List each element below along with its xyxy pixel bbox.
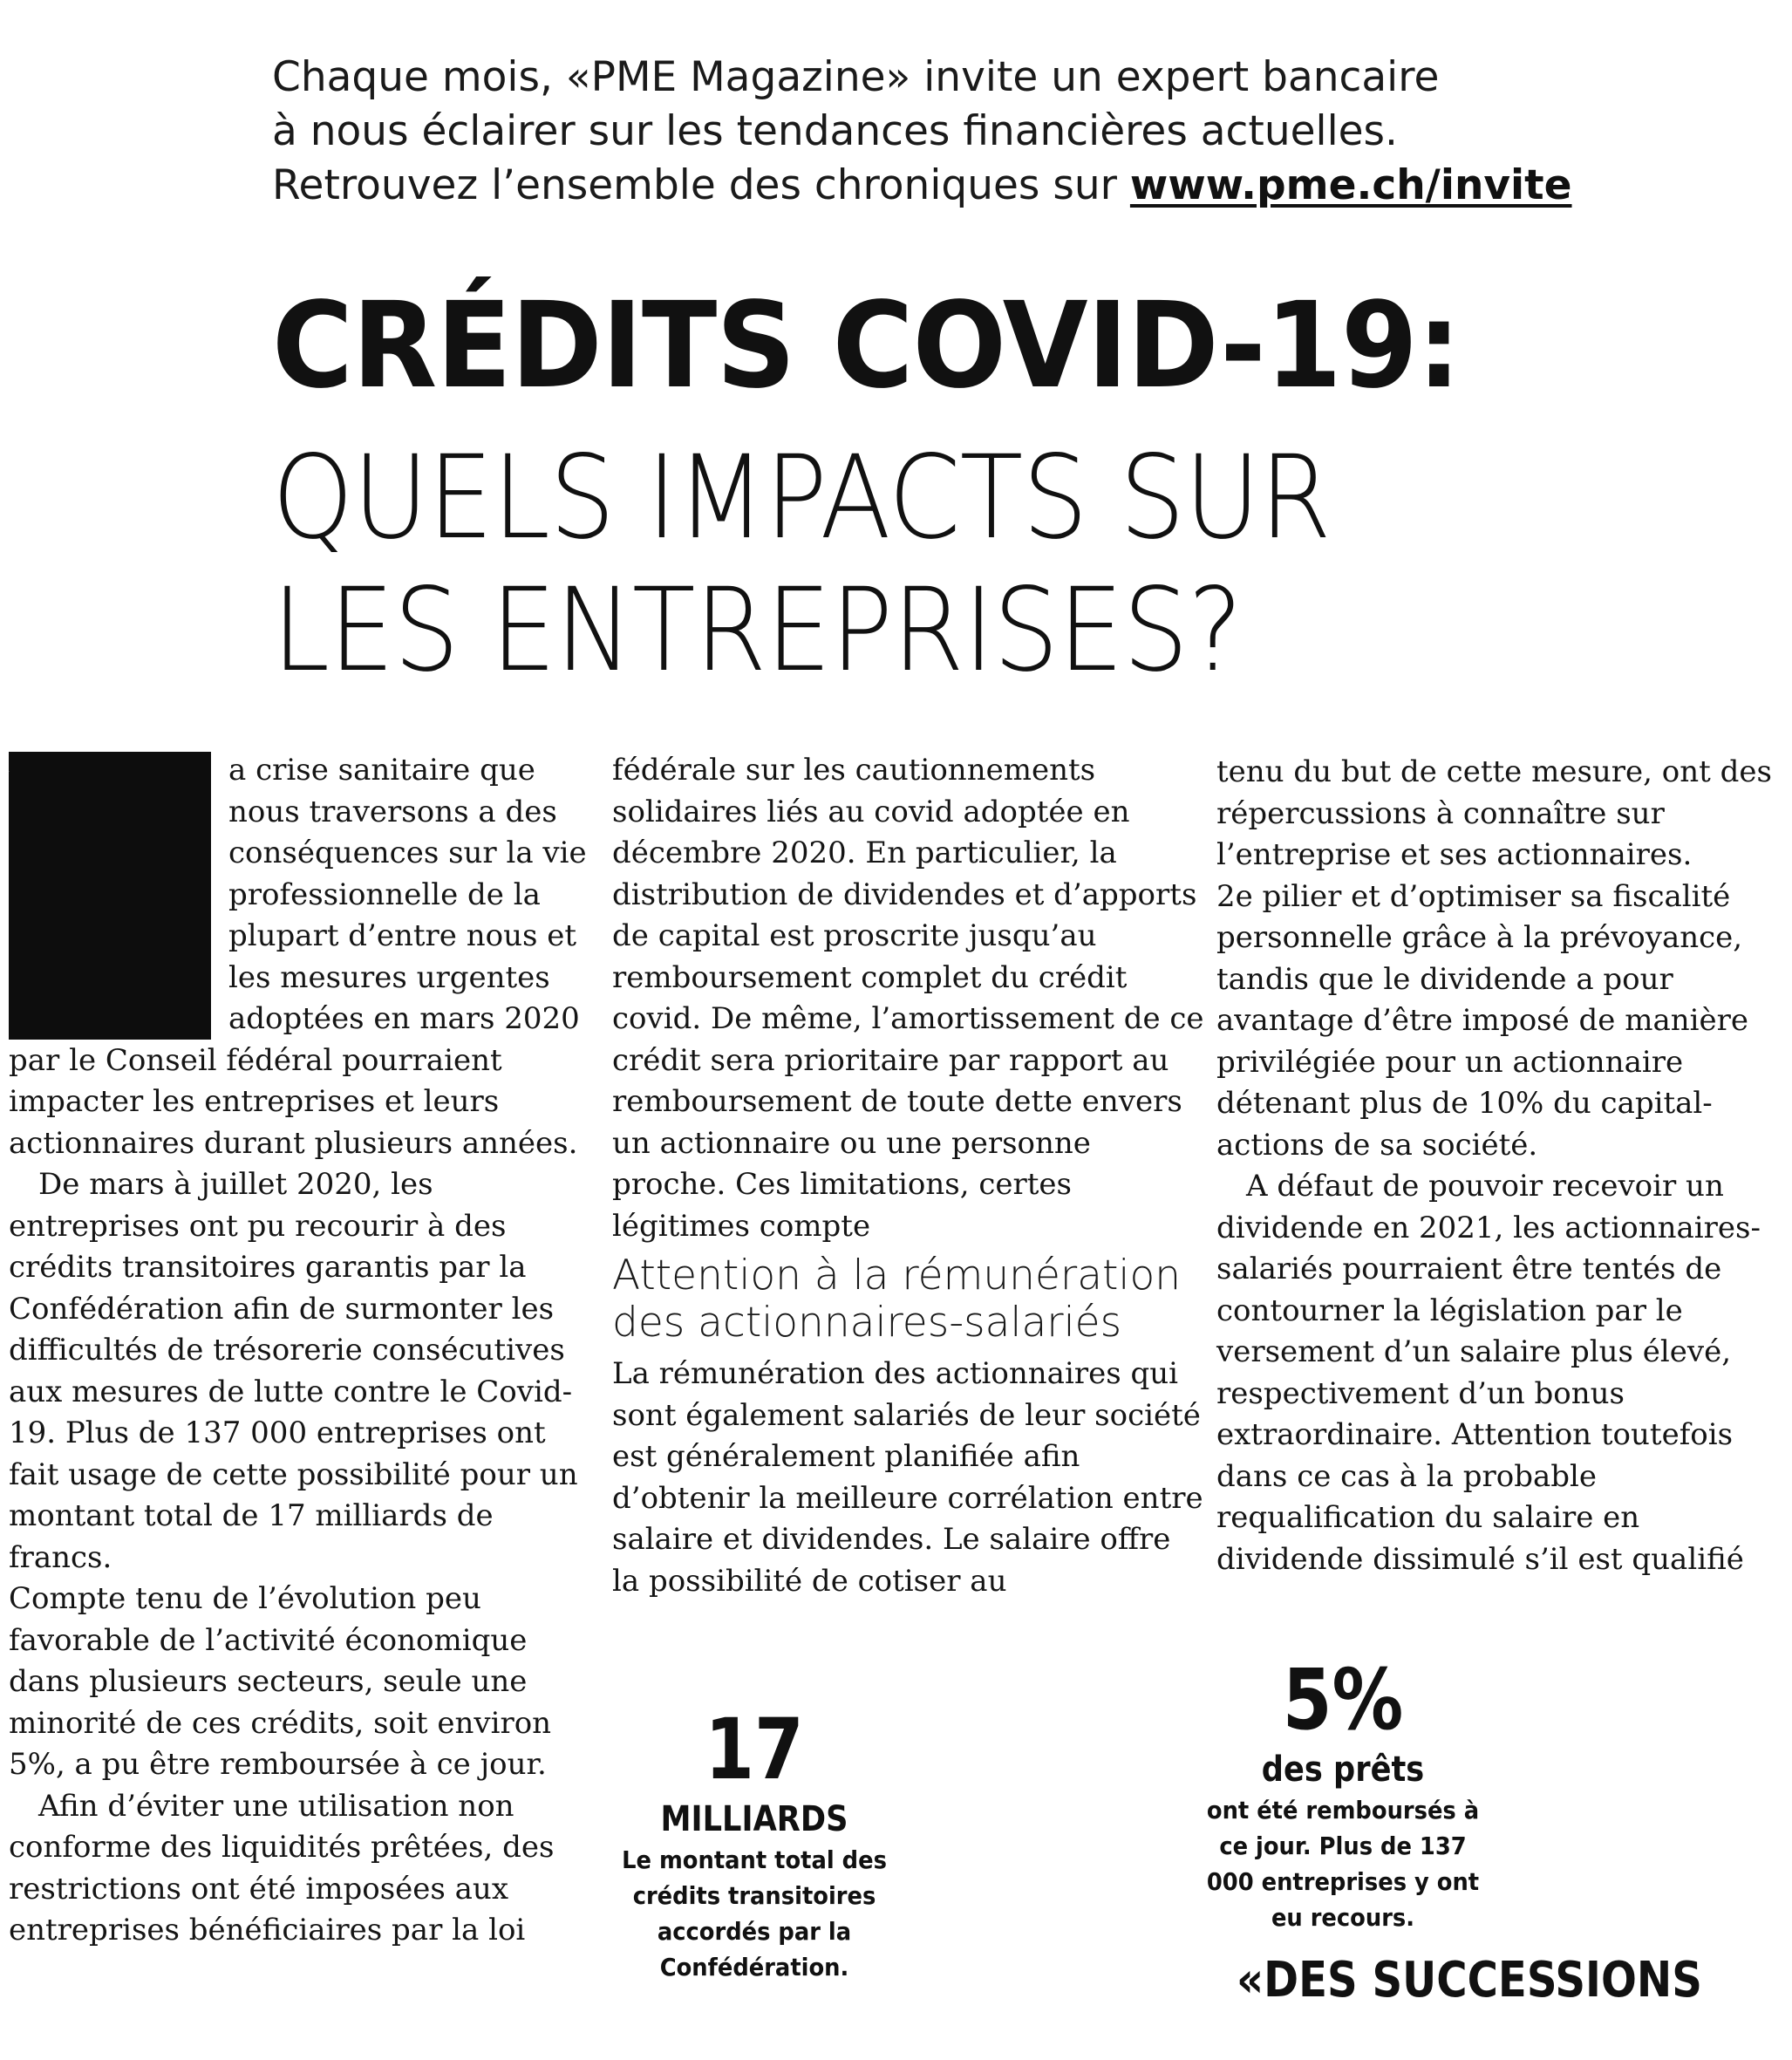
paragraph-remuneration: La rémunération des actionnaires qui sont également salariés de leur société est généralement planifiée afin d’obtenir la meilleure corrélation entre salaire et dividendes. Le salaire offre la possibilité de cotiser au (612, 1356, 1203, 1599)
drop-cap: L (9, 752, 211, 1040)
stat-value: 5% (1282, 1651, 1404, 1749)
intro-line-2: à nous éclairer sur les tendances financières actuelles. (272, 107, 1398, 155)
stat-value: 17 (705, 1701, 804, 1798)
paragraph-credits: De mars à juillet 2020, les entreprises ont pu recourir à des crédits transitoires garantis par la Confédération afin de surmonter les difficultés de trésorerie consécutives aux mesures de lutte contre le Covid-19. Plus de 137 000 entreprises ont fait usage de cette possibilité pour un montant total de 17 milliards de francs. (9, 1167, 578, 1575)
article-column-3 (1216, 752, 1788, 1580)
headline-line-2: QUELS IMPACTS SUR (272, 431, 1331, 565)
paragraph-repercussions: tenu du but de cette mesure, ont des répercussions à connaître sur l’entreprise et ses actionnaires. (1216, 754, 1772, 872)
paragraph-intro: a crise sanitaire que nous traversons a des conséquences sur la vie professionnelle de la plupart d’entre nous et les mesures urgentes adoptées en mars 2020 par le Conseil fédéral pourraient impacter les entreprises et leurs actionnaires durant plusieurs années. (9, 753, 587, 1161)
intro-line-1: Chaque mois, «PME Magazine» invite un expert bancaire (272, 53, 1440, 101)
stat-caption: ont été remboursés à ce jour. Plus de 137 000 entreprises y ont eu recours. (1206, 1796, 1480, 1932)
article-column-1 (9, 750, 589, 1952)
intro-line-3 (272, 159, 1580, 213)
section-subheading: Attention à la rémunération des actionnaires-salariés (612, 1252, 1182, 1347)
pull-quote-kicker: «DES SUCCESSIONS (1237, 1952, 1702, 2009)
intro-blurb (272, 51, 1580, 213)
stat-caption: Le montant total des crédits transitoires accordés par la Confédération. (622, 1845, 887, 1982)
chronicles-link[interactable]: www.pme.ch/invite (1129, 161, 1572, 209)
stat-unit: MILLIARDS (660, 1799, 848, 1839)
paragraph-repayment: Compte tenu de l’évolution peu favorable de l’activité économique dans plusieurs secteurs, seule une minorité de ces crédits, soit environ 5%, a pu être remboursée à ce jour. (9, 1581, 552, 1782)
intro-line-3-text: Retrouvez l’ensemble des chroniques sur (272, 161, 1130, 209)
paragraph-restrictions: Afin d’éviter une utilisation non conforme des liquidités prêtées, des restrictions ont été imposées aux entreprises bénéficiaires par la loi (9, 1788, 555, 1947)
article-column-2 (612, 750, 1205, 1602)
headline-light (272, 432, 1755, 697)
stat-5-percent (1182, 1653, 1504, 1935)
paragraph-dividend: A défaut de pouvoir recevoir un dividende en 2021, les actionnaires-salariés pourraient être tentés de contourner la législation par le versement d’un salaire plus élevé, respectivement d’un bonus extraordinaire. Attention toutefois dans ce cas à la probable requalification du salaire en dividende dissimulé s’il est qualifié (1216, 1169, 1761, 1577)
headline-bold: CRÉDITS COVID-19: (272, 277, 1461, 415)
paragraph-pillar: 2e pilier et d’optimiser sa fiscalité personnelle grâce à la prévoyance, tandis que le dividende a pour avantage d’être imposé de manière privilégiée pour un actionnaire détenant plus de 10% du capital-actions de sa société. (1216, 878, 1749, 1163)
stat-17-billions (602, 1702, 907, 1985)
stat-unit: des prêts (1261, 1750, 1425, 1790)
headline-line-3: LES ENTREPRISES? (272, 563, 1243, 698)
paragraph-law: fédérale sur les cautionnements solidaires liés au covid adoptée en décembre 2020. En particulier, la distribution de dividendes et d’apports de capital est proscrite jusqu’au remboursement complet du crédit covid. De même, l’amortissement de ce crédit sera prioritaire par rapport au remboursement de toute dette envers un actionnaire ou une personne proche. Ces limitations, certes légitimes compte (612, 753, 1204, 1244)
